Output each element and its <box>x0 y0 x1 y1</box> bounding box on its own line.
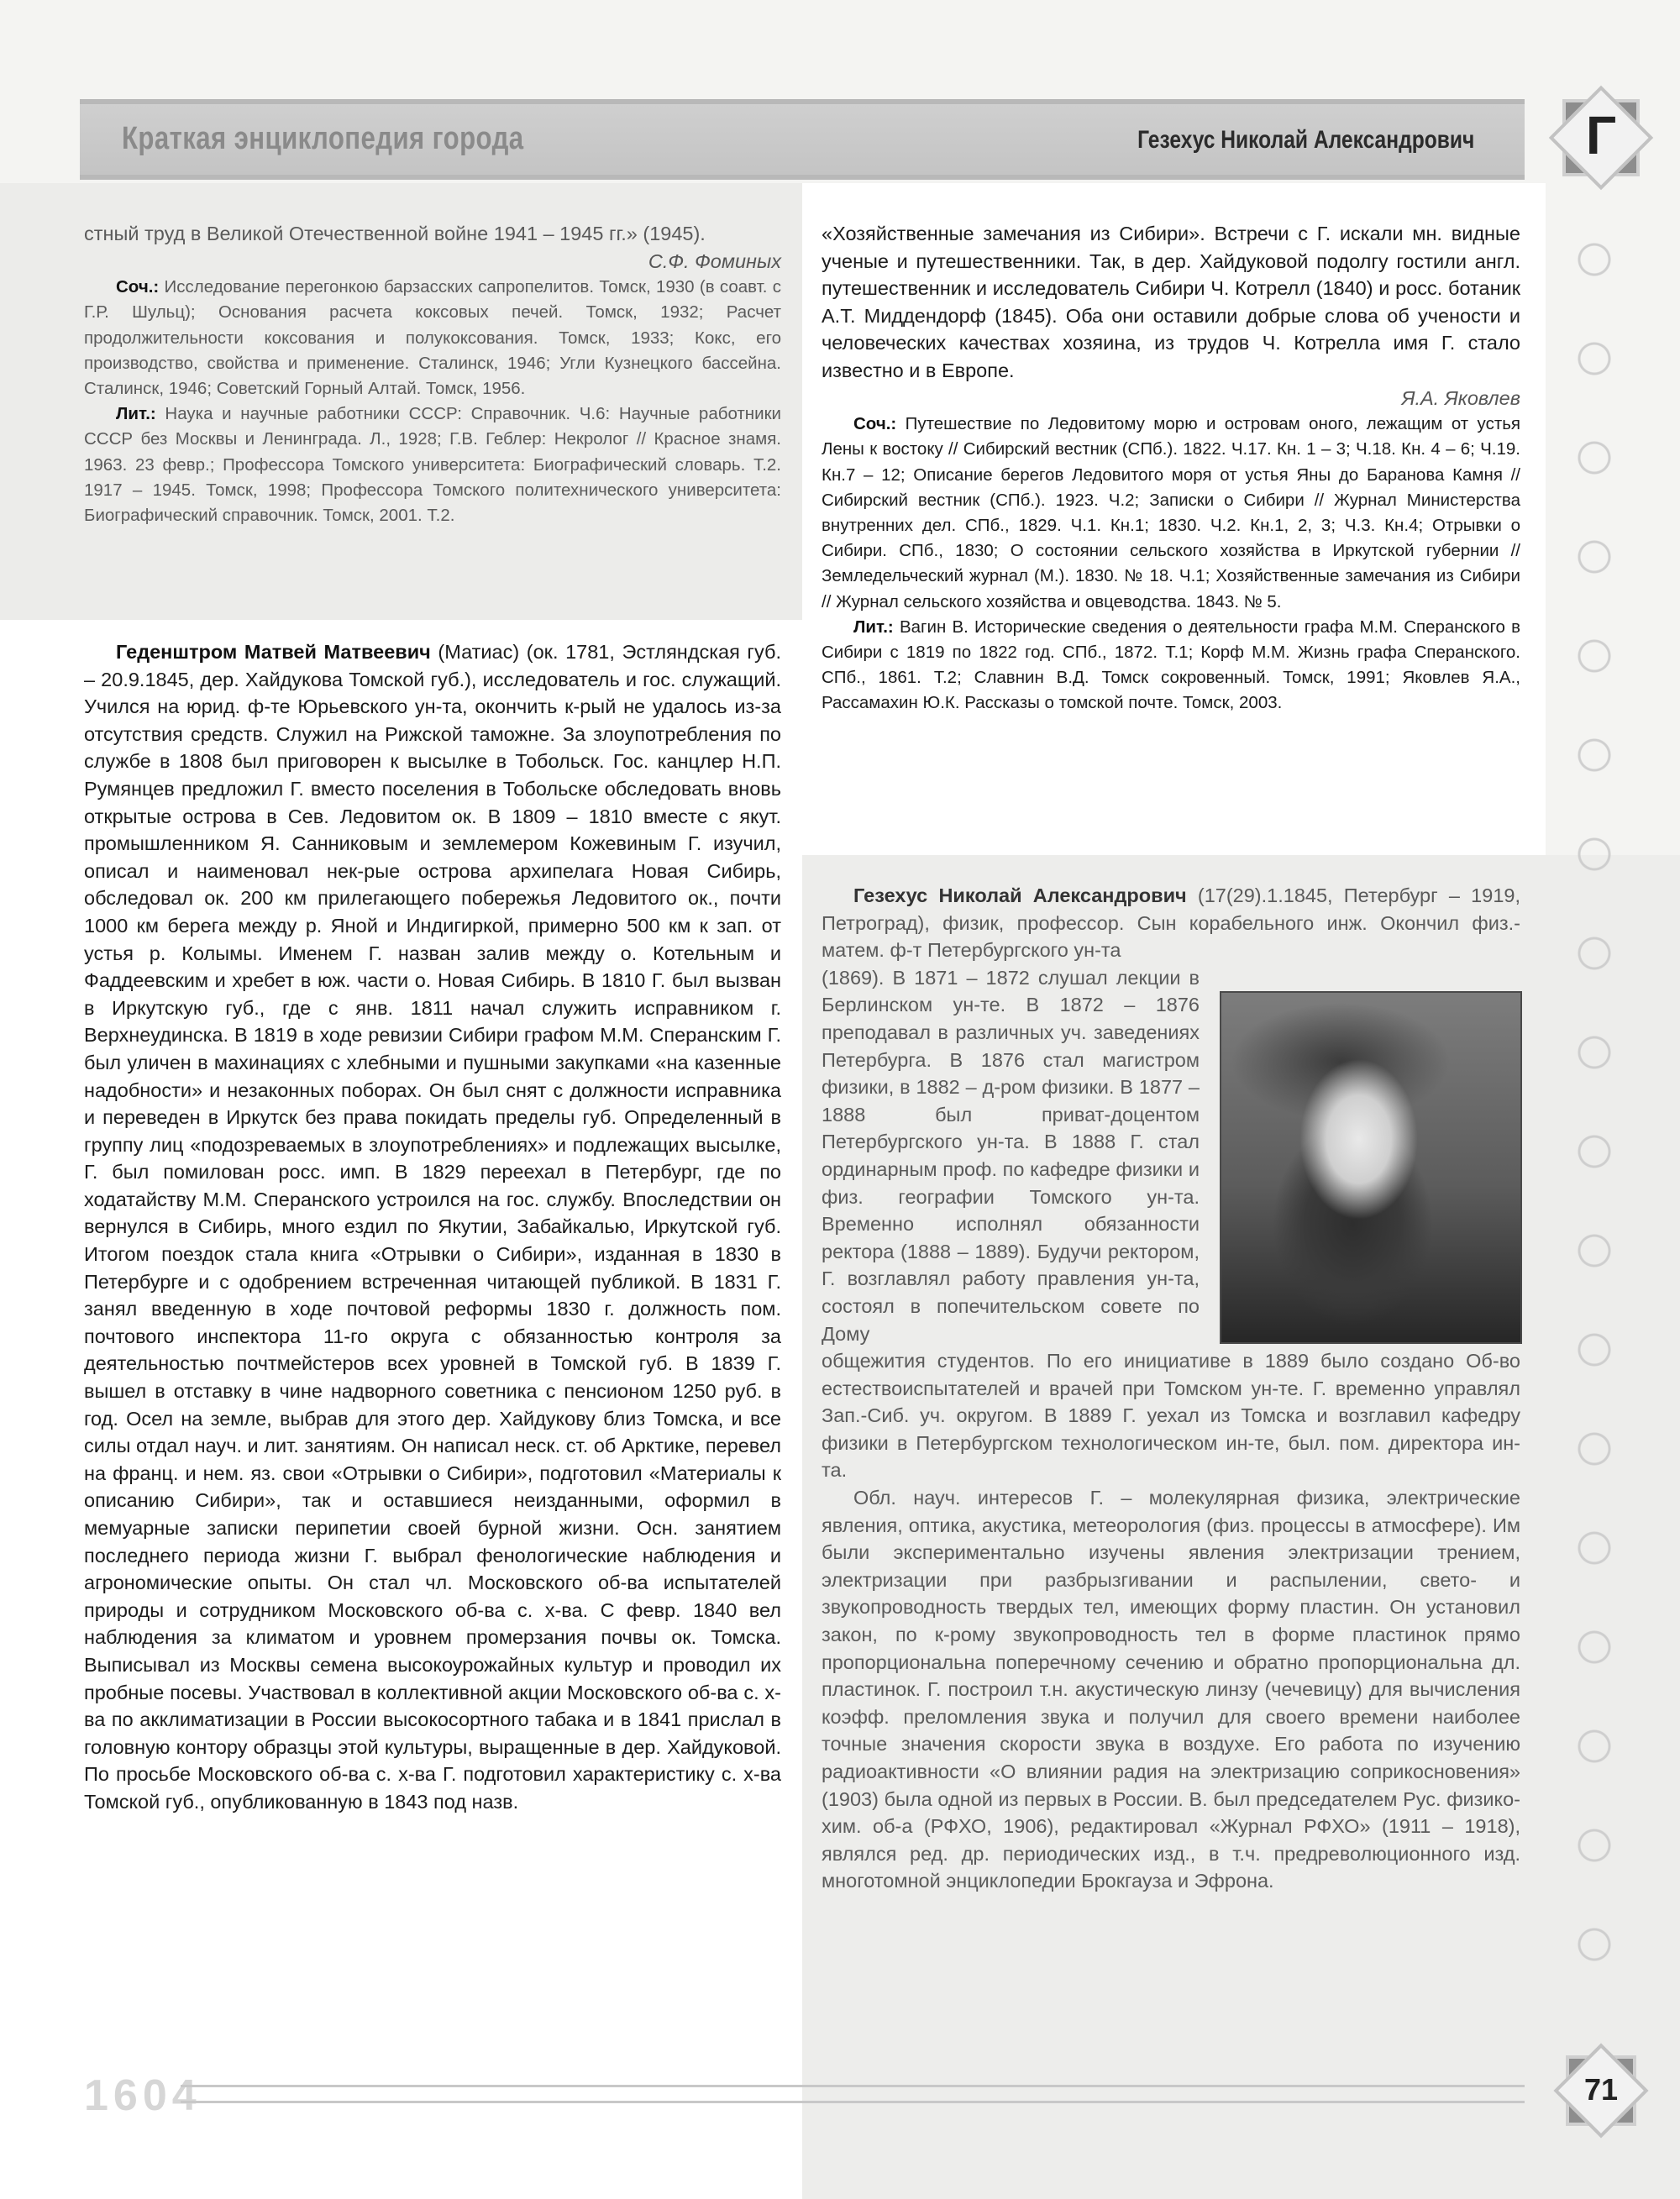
works-text: Путешествие по Ледовитому морю и островам оного, лежащим от устья Лены к востоку // Сибирский вестник (СПб.). 1822. Ч.17. Кн. 1 – 3; Ч.18. Кн. 4 – 6; Ч.19. Кн.7 – 12; Описание берегов Ледовитого моря от устья Яны до Баранова Камня // Сибирский вестник (СПб.). 1923. Ч.2; Записки о Сибири // Журнал Министерства внутренних дел. СПб., 1829. Ч.1. Кн.1; 1830. Ч.2. Кн.1, 2, 3; Ч.3. Кн.4; Отрывки о Сибири. СПб., 1830; О состоянии сельского хозяйства в Иркутской губернии // Земледельческий журнал (М.). 1830. № 18. Ч.1; Хозяйственные замечания из Сибири // Журнал сельского хозяйства и овцеводства. 1843. № 5. <box>822 414 1520 611</box>
prev-entry-author: С.Ф. Фоминых <box>648 249 781 272</box>
running-header <box>80 99 1525 180</box>
prev-entry-tail: стный труд в Великой Отечественной войне 1941 – 1945 гг.» (1945). <box>84 223 706 244</box>
section-letter-badge <box>1547 84 1655 192</box>
prev-works-label: Соч.: <box>116 277 160 297</box>
works-label: Соч.: <box>853 414 897 434</box>
entry2-paragraph-2: Обл. науч. интересов Г. – молекулярная физика, электрические явления, оптика, акустика, метеорология (физ. процессы в атмосфере). Им были экспериментально изучены явления электризации трением, электризации при разбрызгивании и распылении, свето- и звукопроводность твердых тел, имеющих форму пластин. Он установил закон, по к-рому звукопроводность тел в форме пластинок прямо пропорциональна поперечному сечению и обратно пропорциональна дл. пластинок. Г. построил т.н. акустическую линзу (чечевицу) для вычисления коэфф. преломления звука и получил для своего времени наиболее точные значения скорости звука в воздухе. Его работа по изучению радиоактивности «О влиянии радия на электризацию соприкосновения» (1903) была одной из первых в России. В. был председателем Рус. физико-хим. об-а (РФХО, 1906), редактировал «Журнал РФХО» (1911 – 1918), являлся ред. др. периодических изд., в т.ч. предреволюционного изд. многотомной энциклопедии Брокгауза и Эфрона. <box>822 1487 1520 1892</box>
ghost-page-number: 1604 <box>84 2071 202 2120</box>
footer-rule <box>181 2085 1525 2103</box>
running-head-entry: Гезехус Николай Александрович <box>1137 126 1474 154</box>
entry2-after-photo: общежития студентов. По его инициативе в 1889 было создано Об-во естествоиспытателей и врачей при Томском ун-те. Г. временно управлял Зап.-Сиб. уч. округом. В 1889 Г. уехал из Томска и возглавил кафедру физики в Петербургском технологическом ин-те, был. пом. директора ин-та. <box>822 1350 1520 1482</box>
works-list <box>822 412 1520 615</box>
literature-list <box>822 615 1520 716</box>
prev-lit-label: Лит.: <box>116 404 156 424</box>
prev-works <box>84 275 781 401</box>
right-column-top <box>822 220 1520 716</box>
page-number-badge <box>1547 2037 1655 2144</box>
page-number: 71 <box>1583 2072 1619 2107</box>
section-letter: Г <box>1585 105 1617 165</box>
prev-lit <box>84 401 781 528</box>
prev-lit-text: Наука и научные работники СССР: Справочник. Ч.6: Научные работники СССР без Москвы и Ленинграда. Л., 1928; Г.В. Геблер: Некролог // Красное знамя. 1963. 23 февр.; Профессора Томского университета: Биографический словарь. Т.2. 1917 – 1945. Томск, 1998; Профессора Томского политехнического университета: Биографический справочник. Томск, 2001. Т.2. <box>84 404 781 526</box>
lit-text: Вагин В. Исторические сведения о деятельности графа М.М. Сперанского в Сибири с 1819 по 1822 год. СПб., 1872. Т.1; Корф М.М. Жизнь графа Сперанского. СПб., 1861. Т.2; Славнин В.Д. Томск сокровенный. Томск, 1991; Яковлев Я.А., Рассамахин Ю.К. Рассказы о томской почте. Томск, 2003. <box>822 617 1520 713</box>
entry2-headword: Гезехус Николай Александрович <box>853 884 1187 906</box>
entry-headword: Геденштром Матвей Матвеевич <box>116 641 431 663</box>
portrait-photo <box>1220 991 1522 1344</box>
left-column-top <box>84 220 781 528</box>
ornamental-border-icon <box>1569 210 1620 1991</box>
entry-continuation: «Хозяйственные замечания из Сибири». Встречи с Г. искали мн. видные ученые и путешественники. Так, в дер. Хайдуковой подолгу гостили англ. путешественник и исследователь Сибири Ч. Котрелл (1840) и росс. ботаник А.Т. Миддендорф (1845). Оба они оставили добрые слова об учености и человеческих качествах хозяина, из трудов Ч. Котрелла имя Г. стало известно и в Европе. <box>822 223 1520 381</box>
book-title: Краткая энциклопедия города <box>122 121 524 156</box>
entry2-intro: (17(29).1.1845, Петербург – 1919, Петроград), физик, профессор. Сын корабельного инж. Окончил физ.-матем. ф-т Петербургского ун-та <box>822 884 1520 962</box>
left-column-entry <box>84 638 781 1816</box>
entry-gezekhus-intro <box>822 882 1520 964</box>
entry-gedenshtrom <box>84 638 781 1816</box>
prev-works-text: Исследование перегонкою барзасских сапропелитов. Томск, 1930 (в соавт. с Г.Р. Шульц); Основания расчета коксовых печей. Томск, 1932; Расчет продолжительности коксования и полукоксования. Томск, 1933; Кокс, его производство, свойства и применение. Сталинск, 1946; Угли Кузнецкого бассейна. Сталинск, 1946; Советский Горный Алтай. Томск, 1956. <box>84 277 781 398</box>
entry-body: (Матиас) (ок. 1781, Эстляндская губ. – 20.9.1845, дер. Хайдукова Томской губ.), исследователь и гос. служащий. Учился на юрид. ф-те Юрьевского ун-та, окончить к-рый не удалось из-за отсутствия средств. Служил на Рижской таможне. За злоупотребления по службе в 1808 был приговорен к высылке в Тобольск. Гос. канцлер Н.П. Румянцев предложил Г. вместо поселения в Тобольске обследовать вновь открытые острова в Сев. Ледовитом ок. В 1809 – 1810 вместе с якут. промышленником Я. Санниковым и землемером Кожевиным Г. изучил, описал и наименовал нек-рые острова архипелага Новая Сибирь, обследовал ок. 200 км прилегающего побережья Ледовитого ок., почти 1000 км берега между р. Яной и Индигиркой, примерно 500 км к зап. от устья р. Колымы. Именем Г. назван залив между о. Котельным и Фаддеевским и хребет в юж. части о. Новая Сибирь. В 1810 Г. был вызван в Иркутскую губ., где с янв. 1811 начал служить исправником г. Верхнеудинска. В 1819 в ходе ревизии Сибири графом М.М. Сперанским Г. был уличен в махинациях с хлебными и пушными закупками «на казенные надобности» и незаконных поборах. Он был снят с должности исправника и переведен в Иркутск без права покидать пределы губ. Определенный в группу лиц «подозреваемых в злоупотреблениях» и подлежащих высылке, Г. был помилован росс. имп. В 1829 переехал в Петербург, где по ходатайству М.М. Сперанского устроился на гос. службу. Впоследствии он вернулся в Сибирь, много ездил по Якутии, Забайкалью, Иркутской губ. Итогом поездок стала книга «Отрывки о Сибири», изданная в 1830 в Петербурге и с одобрением встреченная читающей публикой. В 1831 Г. занял введенную в ходе почтовой реформы 1830 г. должность пом. почтового инспектора 11-го округа с обязанностью контроля за деятельностью почтмейстеров всех уровней в Томской губ. В 1839 Г. вышел в отставку в чине надворного советника с пенсионом 1250 руб. в год. Осел на земле, выбрав для этого дер. Хайдукову близ Томска, и все силы отдал науч. и лит. занятиям. Он написал неск. ст. об Арктике, перевел на франц. и нем. яз. свои «Отрывки о Сибири», подготовил «Материалы к описанию Сибири», так и оставшиеся неизданными, оформил в мемуарные записки перипетии своей бурной жизни. Осн. занятием последнего периода жизни Г. выбрал фенологические наблюдения и агрономические опыты. Он стал чл. Московского об-ва испытателей природы и сотрудником Московского об-ва с. х-ва. С февр. 1840 вел наблюдения за климатом и уровнем промерзания почвы ок. Томска. Выписывал из Москвы семена высокоурожайных культур и проводил их пробные посевы. Участвовал в коллективной акции Московского об-ва с. х-ва по акклиматизации в России высокосортного табака и в 1841 прислал в головную контору образцы этой культуры, выращенные в дер. Хайдуковой. По просьбе Московского об-ва с. х-ва Г. подготовил характеристику с. х-ва Томской губ., опубликованную в 1843 под назв. <box>84 641 782 1813</box>
lit-label: Лит.: <box>853 617 894 637</box>
entry2-wrapped-text: (1869). В 1871 – 1872 слушал лекции в Берлинском ун-те. В 1872 – 1876 преподавал в различных уч. заведениях Петербурга. В 1876 стал магистром физики, в 1882 – д-ром физики. В 1877 – 1888 был приват-доцентом Петербургского ун-та. В 1888 Г. стал ординарным проф. по кафедре физики и физ. географии Томского ун-та. Временно исполнял обязанности ректора (1888 – 1889). Будучи ректором, Г. возглавлял работу правления ун-та, состоял в попечительском совете по Дому <box>822 966 1200 1345</box>
entry-author: Я.А. Яковлев <box>1401 386 1520 409</box>
